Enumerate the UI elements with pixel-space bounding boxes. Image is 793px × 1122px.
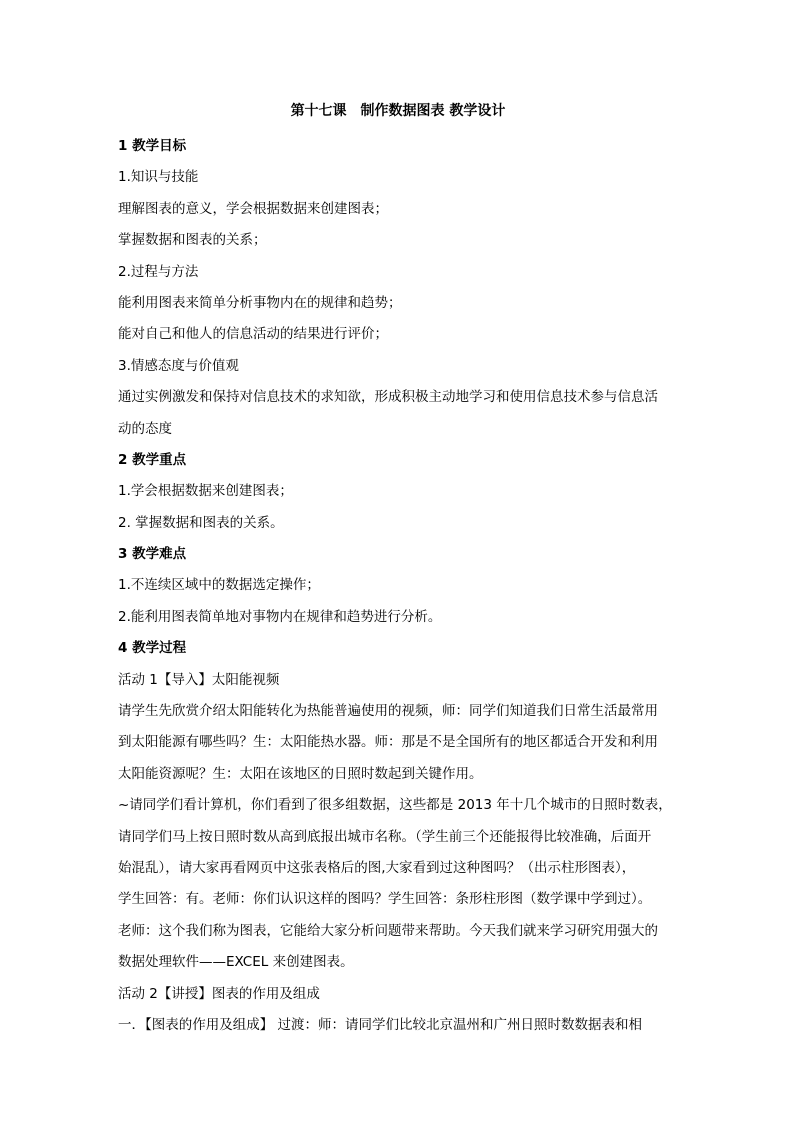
paragraph-line: 动的态度 [118, 420, 172, 437]
document-body [118, 131, 678, 1041]
document-page [118, 100, 678, 1041]
paragraph-line: 3.情感态度与价值观 [118, 357, 239, 374]
paragraph-line: 能利用图表来简单分析事物内在的规律和趋势； [118, 294, 402, 311]
paragraph-line: 1.知识与技能 [118, 169, 199, 186]
paragraph-line: 请学生先欣赏介绍太阳能转化为热能普遍使用的视频，师：同学们知道我们日常生活最常用 [118, 703, 658, 720]
section-heading: 2 教学重点 [118, 451, 187, 468]
paragraph-line: 老师：这个我们称为图表，它能给大家分析问题带来帮助。今天我们就来学习研究用强大的 [118, 922, 658, 939]
paragraph-line: ~请同学们看计算机，你们看到了很多组数据，这些都是 2013 年十几个城市的日照时数表， [118, 797, 672, 814]
document-title: 第十七课 制作数据图表 教学设计 [290, 103, 506, 119]
paragraph-line: 一．【图表的作用及组成】 过渡：师：请同学们比较北京温州和广州日照时数数据表和相 [118, 1016, 643, 1033]
paragraph-line: 通过实例激发和保持对信息技术的求知欲，形成积极主动地学习和使用信息技术参与信息活 [118, 389, 658, 406]
paragraph-line: 2.能利用图表简单地对事物内在规律和趋势进行分析。 [118, 608, 442, 625]
section-heading: 1 教学目标 [118, 138, 187, 154]
paragraph-line: 1.不连续区域中的数据选定操作； [118, 577, 320, 594]
section-heading: 3 教学难点 [118, 546, 187, 563]
paragraph-line: 到太阳能源有哪些吗？生：太阳能热水器。师：那是不是全国所有的地区都适合开发和利用 [118, 734, 658, 751]
paragraph-line: 学生回答：有。老师：你们认识这样的图吗？学生回答：条形柱形图（数学课中学到过）。 [118, 891, 652, 908]
paragraph-line: 能对自己和他人的信息活动的结果进行评价； [118, 326, 388, 343]
paragraph-line: 太阳能资源呢？生：太阳在该地区的日照时数起到关键作用。 [118, 765, 483, 782]
paragraph-line: 理解图表的意义，学会根据数据来创建图表； [118, 200, 388, 217]
section-heading: 4 教学过程 [118, 640, 187, 657]
paragraph-line: 活动 1【导入】太阳能视频 [118, 671, 280, 688]
paragraph-line: 始混乱），请大家再看网页中这张表格后的图,大家看到过这种图吗？（出示柱形图表）， [118, 859, 636, 876]
paragraph-line: 掌握数据和图表的关系； [118, 232, 267, 249]
paragraph-line: 活动 2【讲授】图表的作用及组成 [118, 985, 320, 1002]
paragraph-line: 请同学们马上按日照时数从高到底报出城市名称。（学生前三个还能报得比较准确，后面开 [118, 828, 652, 845]
paragraph-line: 2.过程与方法 [118, 263, 199, 280]
paragraph-line: 1.学会根据数据来创建图表； [118, 483, 293, 500]
paragraph-line: 2. 掌握数据和图表的关系。 [118, 514, 284, 531]
paragraph-line: 数据处理软件——EXCEL 来创建图表。 [118, 954, 354, 971]
